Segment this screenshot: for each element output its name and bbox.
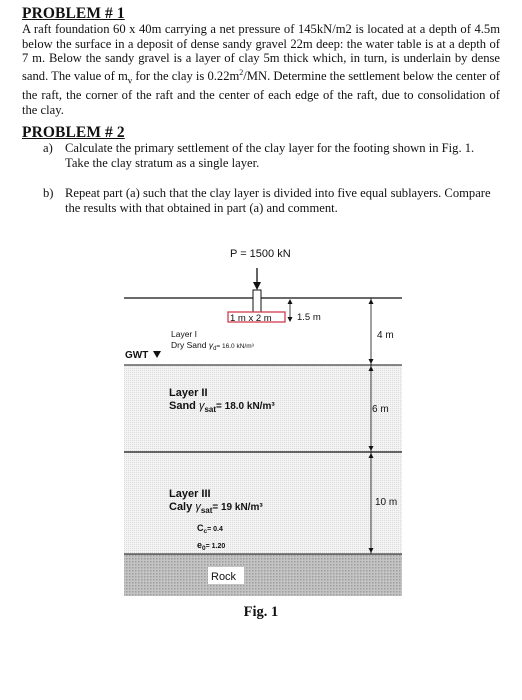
- part-b-text: Repeat part (a) such that the clay layer is divided into five equal sublayers. Compare the results with that obtained in part (a) and comment.: [65, 186, 491, 215]
- problem-1-heading: PROBLEM # 1: [22, 5, 125, 22]
- figure-caption: Fig. 1: [243, 604, 279, 620]
- layer-3-name: Layer III: [169, 488, 211, 500]
- layer-3-desc: Caly $\gamma_{sat}= 19$ kN/m³: [169, 501, 263, 515]
- e0-label: $e_0^{= 1.20}$: [197, 540, 226, 552]
- rock-layer-fill: [124, 554, 402, 596]
- m2-superscript: 2: [239, 67, 244, 77]
- layer-1-name: Layer I: [171, 329, 197, 339]
- load-label: P = 1500 kN: [230, 248, 291, 260]
- part-b-marker: b): [43, 186, 54, 200]
- footing-depth-arrow-top: [288, 299, 293, 304]
- problem-1-text-part-2: for the clay is 0.22m: [132, 68, 240, 83]
- footing-depth-label: 1.5 m: [297, 312, 321, 323]
- footing-depth-arrow-bottom: [288, 317, 293, 322]
- problem-1-text-part-3: /MN. Determine the settlement below the center of the raft, the corner of the raft and the center of each edge of the raft, due to consolidation of the clay.: [22, 68, 500, 117]
- layer-3-clay-fill: [124, 452, 402, 554]
- layer-2-desc: Sand $\gamma_{sat}= 18.0$ kN/m³: [169, 400, 275, 414]
- cc-label: $C_c^{= 0.4}$: [197, 523, 223, 535]
- gwt-triangle-icon: [153, 351, 161, 358]
- part-a-marker: a): [43, 141, 53, 155]
- mv-subscript: v: [127, 75, 133, 86]
- problem-1-text-part-1: A raft foundation 60 x 40m carrying a net pressure of 145kN/m2 is located at a depth of 4.5m below the surface in a deposit of dense sandy gravel 22m deep: the water table is at a depth of 7 m. Below the sandy gravel is a layer of clay 5m thick which, in turn, is underlain by dense sand. The value of m: [22, 22, 500, 83]
- layer-3-thickness: 10 m: [375, 497, 398, 508]
- layer-1-desc: Dry Sand $\gamma_d^{= 16.0 kN/m^3}$: [171, 340, 254, 352]
- layer-2-name: Layer II: [169, 387, 208, 399]
- layer-2-thickness: 6 m: [372, 404, 389, 415]
- gwt-label: GWT: [125, 350, 149, 361]
- load-arrow-head: [253, 282, 261, 290]
- footing-size-label: 1 m x 2 m: [230, 313, 272, 324]
- problem-2-heading: PROBLEM # 2: [22, 124, 125, 141]
- footing-column: [253, 290, 261, 312]
- layer-1-thickness: 4 m: [377, 330, 394, 341]
- rock-label: Rock: [211, 571, 237, 583]
- part-a-text: Calculate the primary settlement of the clay layer for the footing shown in Fig. 1. Take the clay stratum as a single layer.: [65, 141, 475, 170]
